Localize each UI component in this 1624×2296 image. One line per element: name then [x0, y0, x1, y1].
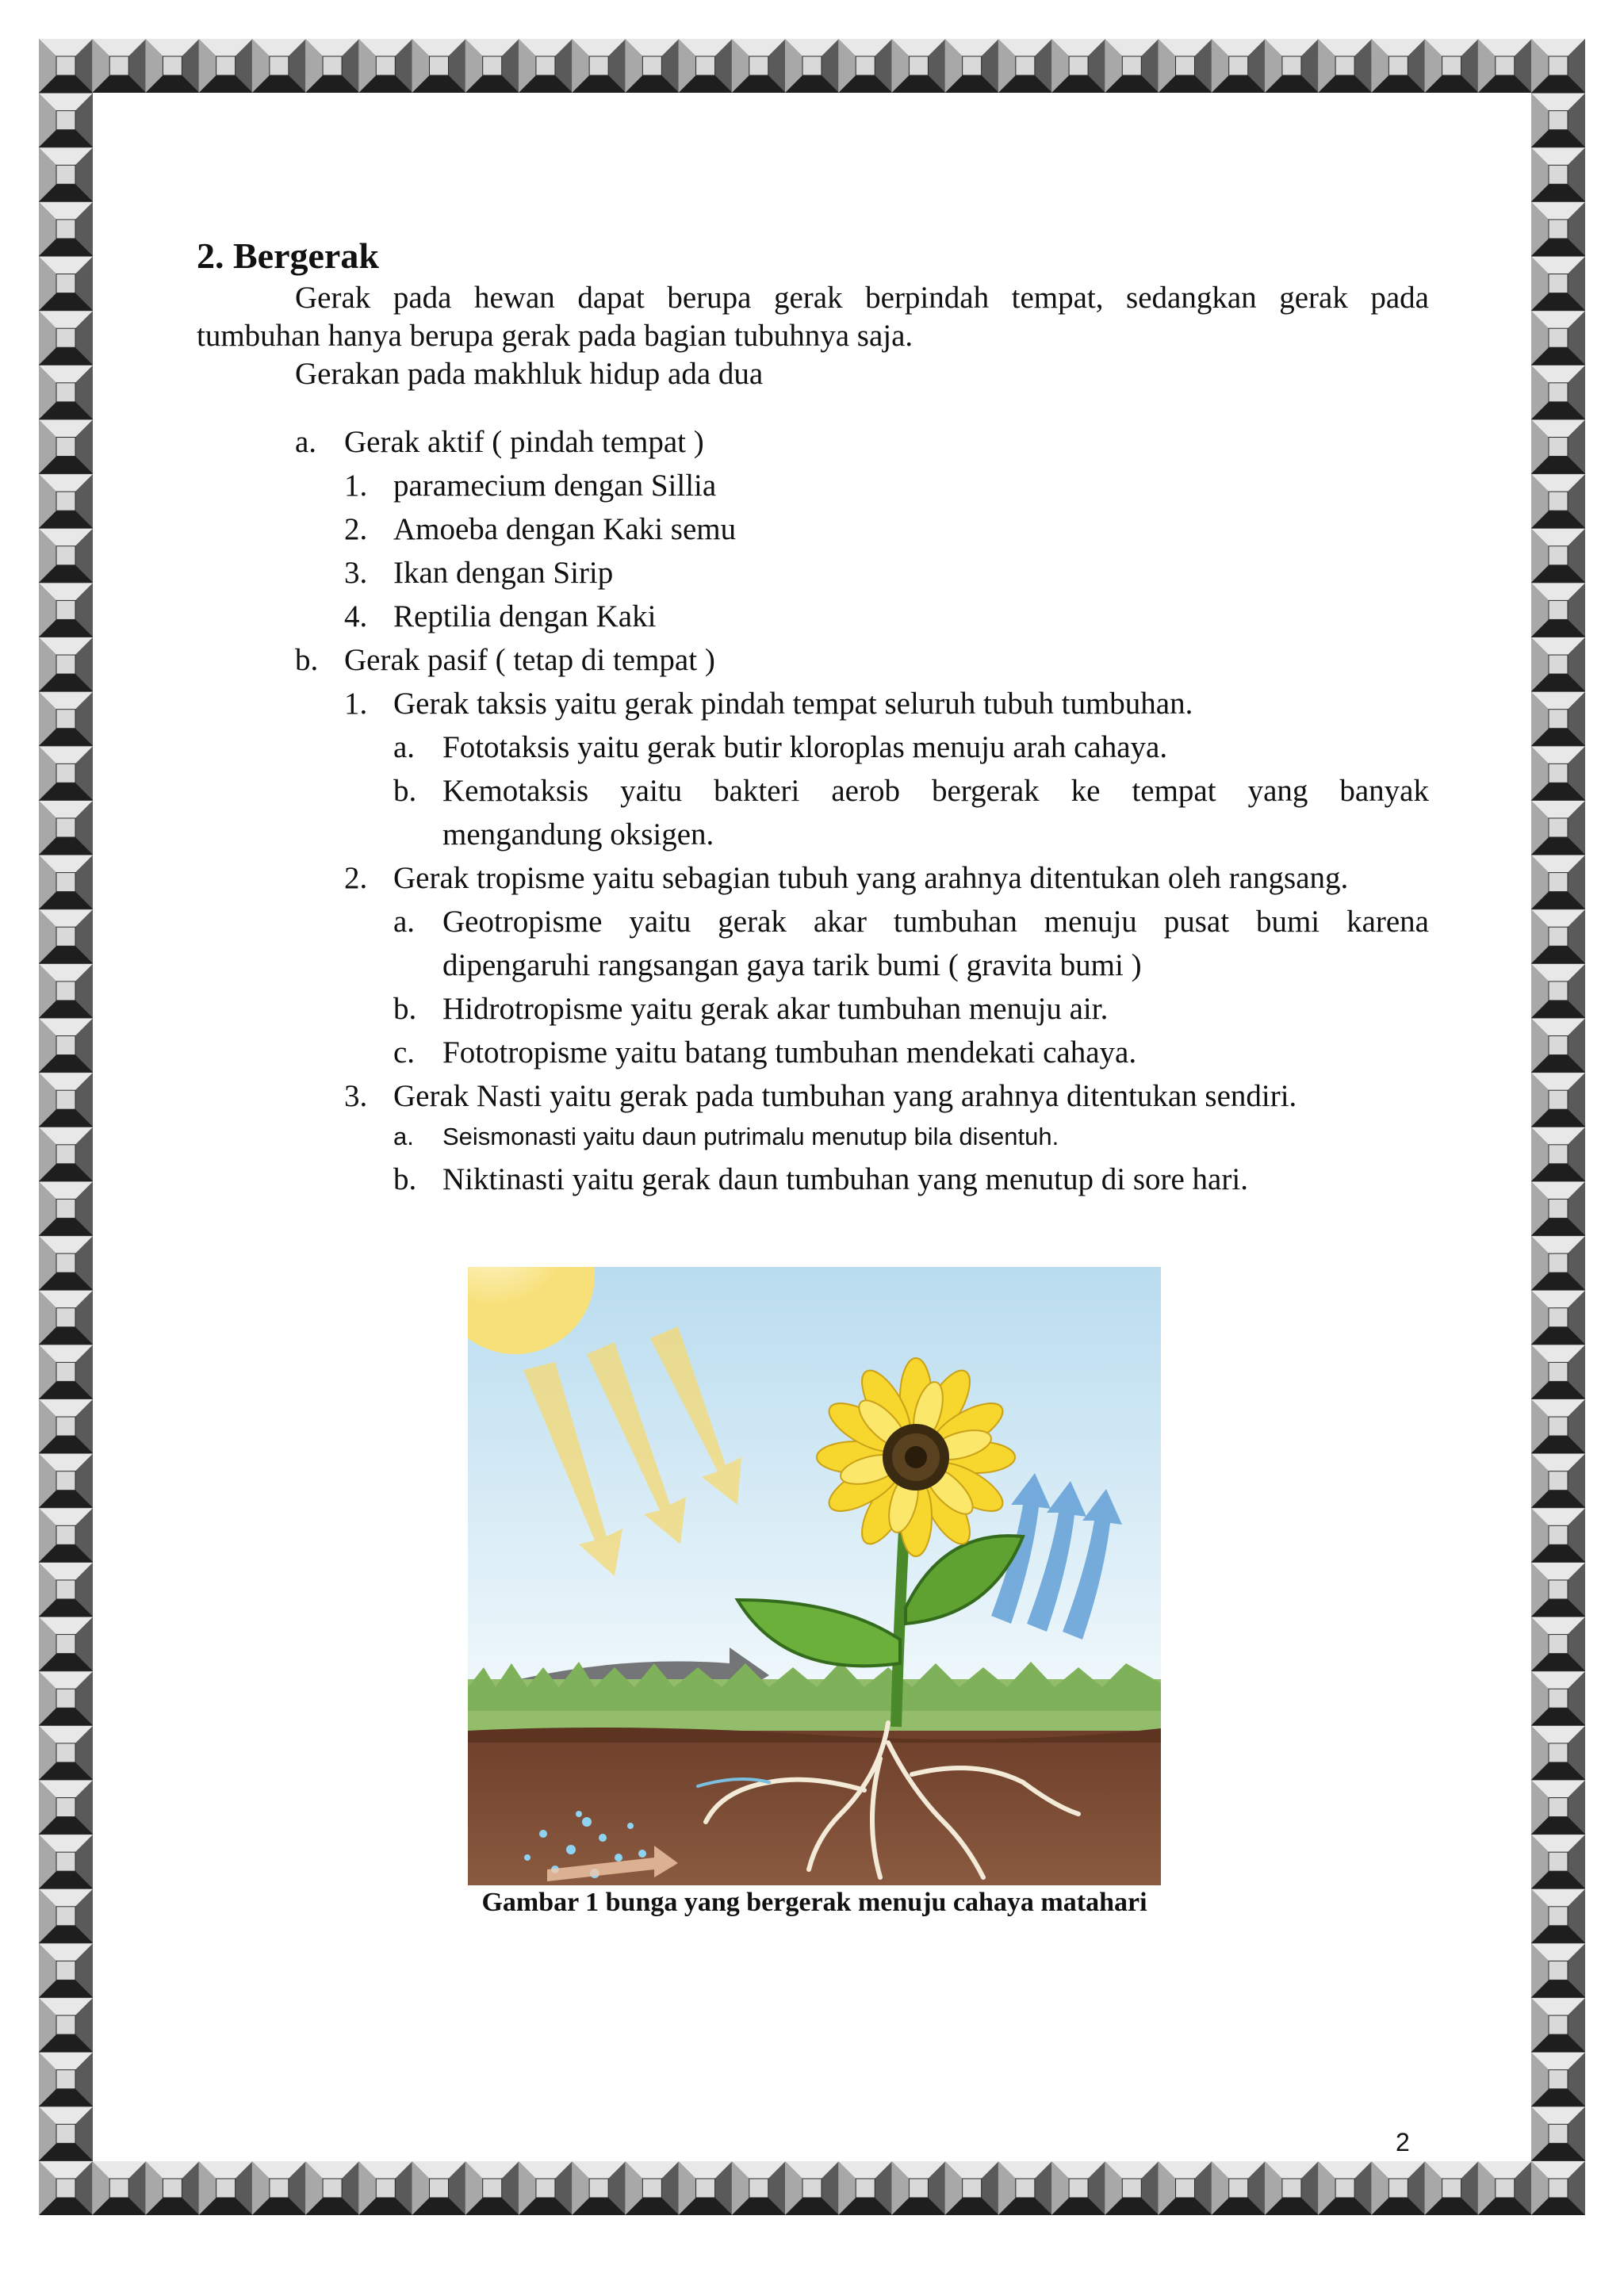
- sub-label: b.: [393, 774, 417, 808]
- sub-label: c.: [393, 1035, 416, 1070]
- list-item-gerak-pasif: Gerak pasif ( tetap di tempat ): [344, 643, 715, 677]
- list-num: 2.: [344, 512, 368, 546]
- list-label-b: b.: [295, 643, 319, 677]
- list-item-gerak-tropisme: Gerak tropisme yaitu sebagian tubuh yang arahnya ditentukan oleh rangsang.: [393, 861, 1349, 895]
- list-num: 4.: [344, 599, 368, 633]
- sub-label: b.: [393, 992, 417, 1026]
- sub-item-kemotaksis: Kemotaksis yaitu bakteri aerob bergerak ke tempat yang banyak: [442, 774, 1429, 808]
- intro-line-2: tumbuhan hanya berupa gerak pada bagian tubuhnya saja.: [197, 319, 914, 353]
- list-item-gerak-aktif: Gerak aktif ( pindah tempat ): [344, 425, 704, 459]
- sub-item-seismonasti: Seismonasti yaitu daun putrimalu menutup bila disentuh.: [442, 1123, 1059, 1150]
- list-item: paramecium dengan Sillia: [393, 469, 717, 503]
- intro-line-1: Gerak pada hewan dapat berupa gerak berpindah tempat, sedangkan gerak pada: [295, 281, 1429, 315]
- list-item: Amoeba dengan Kaki semu: [393, 512, 737, 546]
- list-item: Ikan dengan Sirip: [393, 556, 614, 590]
- list-item: Reptilia dengan Kaki: [393, 599, 657, 633]
- sub-label: a.: [393, 1123, 414, 1150]
- section-title: 2. Bergerak: [197, 235, 379, 276]
- list-num: 1.: [344, 469, 368, 503]
- figure-caption: Gambar 1 bunga yang bergerak menuju cahaya matahari: [481, 1888, 1147, 1917]
- sub-item-geotropisme-cont: dipengaruhi rangsangan gaya tarik bumi ( gravita bumi ): [442, 948, 1142, 982]
- list-num: 3.: [344, 556, 368, 590]
- list-num: 1.: [344, 687, 368, 721]
- sub-item-kemotaksis-cont: mengandung oksigen.: [442, 817, 714, 851]
- sub-item-niktinasti: Niktinasti yaitu gerak daun tumbuhan yang menutup di sore hari.: [442, 1162, 1248, 1196]
- sub-item-hidrotropisme: Hidrotropisme yaitu gerak akar tumbuhan menuju air.: [442, 992, 1109, 1026]
- sunflower-illustration: [468, 1267, 1161, 1885]
- list-item-gerak-taksis: Gerak taksis yaitu gerak pindah tempat seluruh tubuh tumbuhan.: [393, 687, 1193, 721]
- soil: [468, 1731, 1161, 1885]
- sub-item-fototropisme: Fototropisme yaitu batang tumbuhan mendekati cahaya.: [442, 1035, 1137, 1070]
- list-label-a: a.: [295, 425, 317, 459]
- page-number: 2: [1396, 2128, 1410, 2156]
- list-num: 2.: [344, 861, 368, 895]
- list-num: 3.: [344, 1079, 368, 1113]
- sub-label: a.: [393, 730, 416, 764]
- sub-label: a.: [393, 905, 416, 939]
- intro-paragraph-2: Gerakan pada makhluk hidup ada dua: [295, 357, 764, 391]
- sub-label: b.: [393, 1162, 417, 1196]
- sub-item-geotropisme: Geotropisme yaitu gerak akar tumbuhan menuju pusat bumi karena: [442, 905, 1429, 939]
- sub-item-fototaksis: Fototaksis yaitu gerak butir kloroplas menuju arah cahaya.: [442, 730, 1168, 764]
- list-item-gerak-nasti: Gerak Nasti yaitu gerak pada tumbuhan yang arahnya ditentukan sendiri.: [393, 1079, 1297, 1113]
